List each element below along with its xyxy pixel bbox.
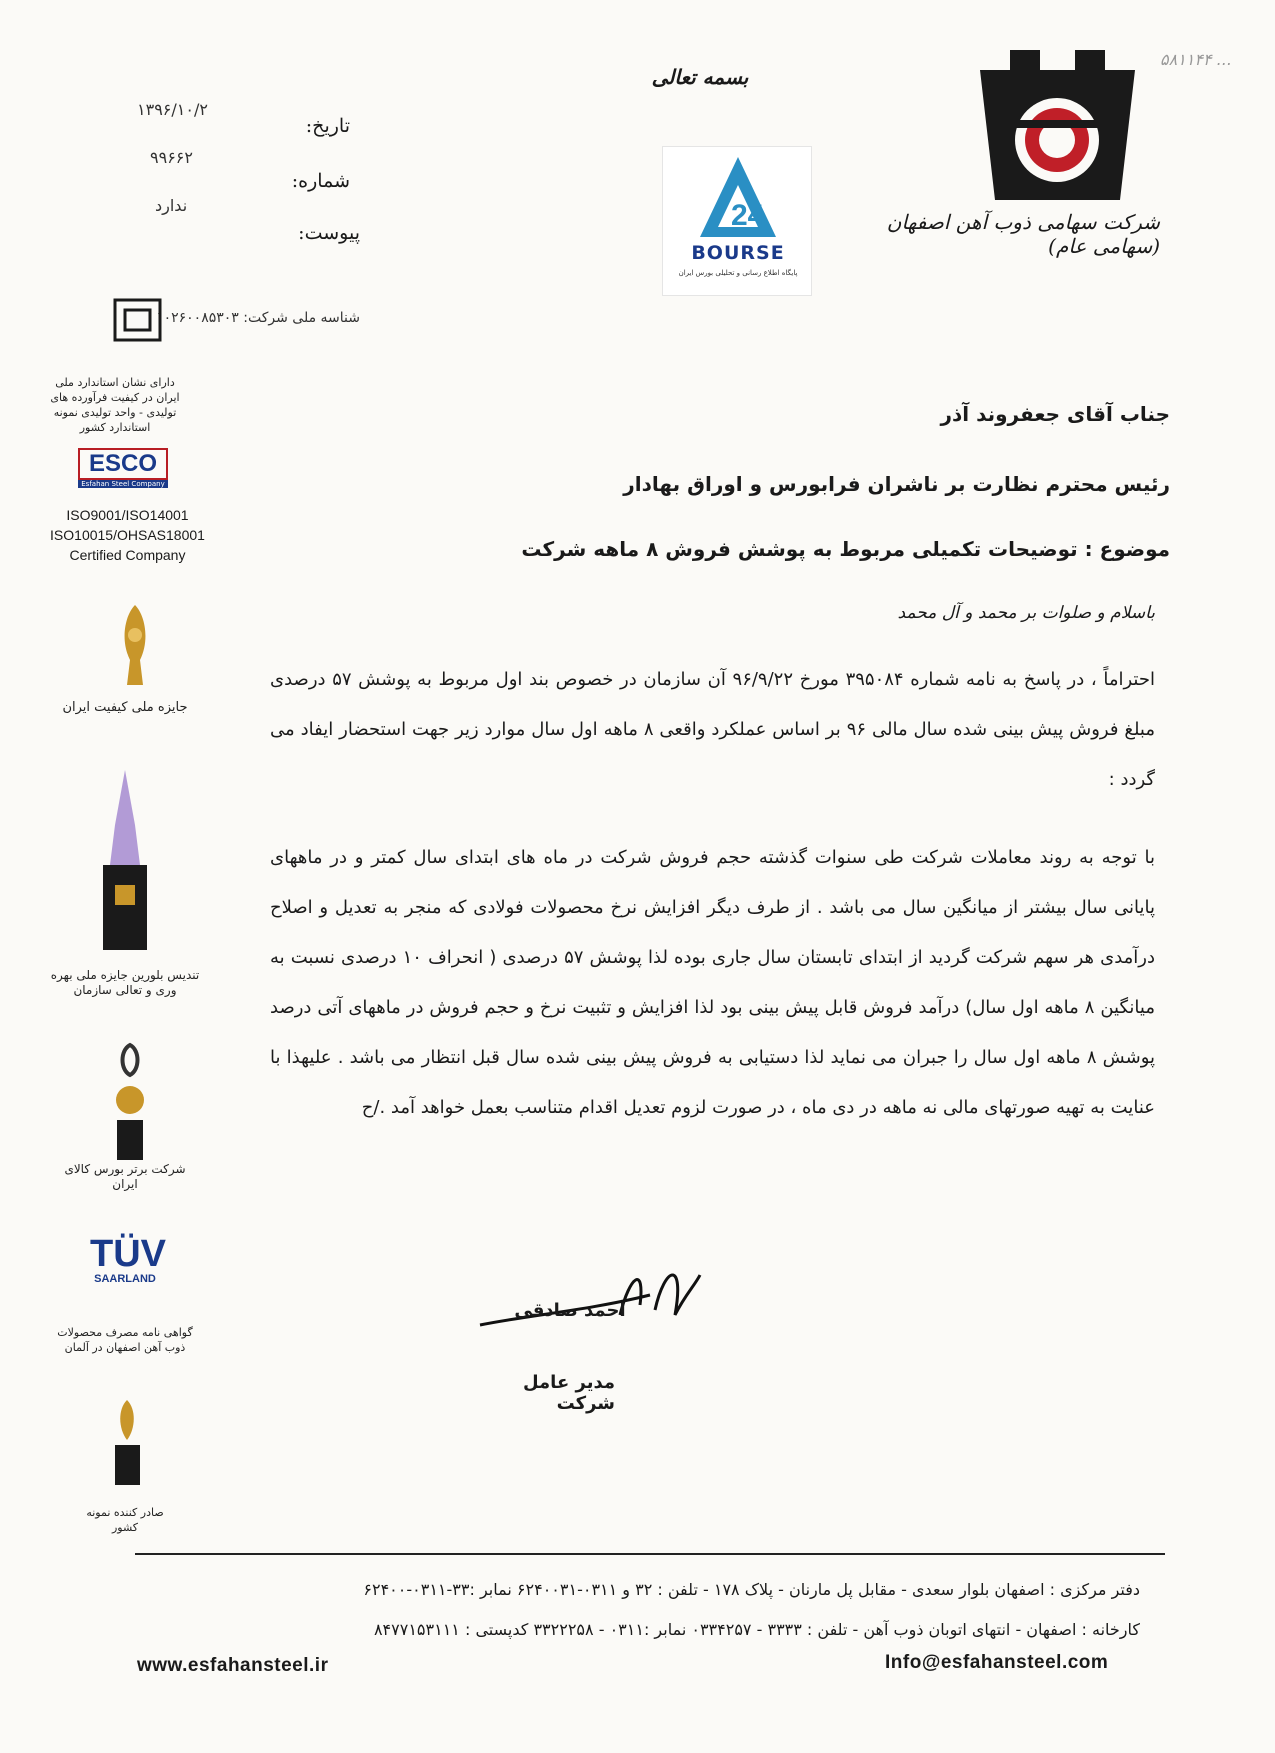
attachment-value: ندارد — [155, 196, 188, 215]
bourse-award-trophy-icon — [105, 1040, 155, 1165]
quality-award-trophy-icon — [115, 600, 155, 690]
national-id: شناسه ملی شرکت: ۱۰۲۶۰۰۸۵۳۰۳ — [156, 310, 360, 326]
crystal-statue-icon — [95, 765, 155, 955]
award-national-quality: جایزه ملی کیفیت ایران — [62, 700, 188, 715]
number-value: ۹۹۶۶۲ — [150, 148, 193, 167]
addressee-name: جناب آقای جعفروند آذر — [940, 402, 1170, 426]
bourse-triangle-icon — [698, 155, 778, 240]
iso-line: ISO10015/OHSAS18001 — [50, 527, 205, 543]
hand-note: ۵۸۱۱۴۴ ... — [1160, 50, 1232, 69]
svg-text:24: 24 — [731, 199, 765, 232]
award-crystal-statue: تندیس بلورین جایزه ملی بهره وری و تعالی سازمان — [50, 968, 200, 997]
bourse-subtitle: پایگاه اطلاع رسانی و تحلیلی بورس ایران — [678, 269, 798, 277]
iso-line: ISO9001/ISO14001 — [66, 507, 189, 523]
footer-head-office: دفتر مرکزی : اصفهان بلوار سعدی - مقابل پل مارنان - پلاک ۱۷۸ - تلفن : ۳۲ و ۰۳۱۱-۶۲۴۰۰۳۱ نمابر :۳۳-۰۳۱۱-۶۲۴۰۰ — [363, 1580, 1140, 1599]
letter-subject: موضوع : توضیحات تکمیلی مربوط به پوشش فروش ۸ ماهه شرکت — [521, 537, 1170, 561]
standard-mark-icon — [110, 295, 165, 345]
esfahan-steel-logo-icon — [970, 50, 1145, 205]
signer-title: مدیر عامل شرکت — [522, 1372, 615, 1414]
iso-line: Certified Company — [69, 547, 186, 563]
greeting: باسلام و صلوات بر محمد و آل محمد — [897, 603, 1155, 623]
footer-factory: کارخانه : اصفهان - انتهای اتوبان ذوب آهن - تلفن : ۳۳۳۳ - ۰۳۳۴۲۵۷ نمابر :۰۳۱۱ - ۳۳۲۲۲۵۸ کدپستی : ۸۴۷۷۱۵۳۱۱۱ — [373, 1620, 1140, 1639]
date-value: ۱۳۹۶/۱۰/۲ — [137, 100, 208, 119]
paragraph-2: با توجه به روند معاملات شرکت طی سنوات گذشته حجم فروش شرکت در ماه های ابتدای سال کمتر و در ماههای پایانی سال بیشتر از میانگین سال می باشد . از طرف دیگر افزایش نرخ محصولات فولادی که منجر به تعدیل و اصلاح درآمدی هر سهم شرکت گردید از ابتدای تابستان سال جاری بوده لذا پوشش ۵۷ درصدی ( انحراف ۱۰ درصدی نسبت به میانگین ۸ ماهه اول سال) درآمد فروش قابل پیش بینی بود لذا افزایش و تثبیت نرخ و حجم فروش در ماههای آتی درصد پوشش ۸ ماهه اول سال را جبران می نماید لذا دستیابی به فروش پیش بینی شده سال قبل انتظار می باشد . علیهذا با عنایت به تهیه صورتهای مالی نه ماهه در دی ماه ، در صورت لزوم تعدیل اقدام متناسب بعمل خواهد آمد ./ح — [270, 847, 1156, 1118]
number-label: شماره: — [291, 170, 350, 192]
iso-certifications — [35, 505, 220, 565]
esco-subtitle: Esfahan Steel Company — [78, 480, 168, 488]
attachment-label: پیوست: — [298, 222, 360, 244]
footer-divider — [135, 1553, 1165, 1555]
signer-name: احمد صادقی — [514, 1300, 626, 1321]
addressee-title: رئیس محترم نظارت بر ناشران فرابورس و اوراق بهادار — [623, 472, 1170, 496]
basmala: بسمه تعالی — [651, 65, 749, 89]
paragraph-1: احتراماً ، در پاسخ به نامه شماره ۳۹۵۰۸۴ مورخ ۹۶/۹/۲۲ آن سازمان در خصوص بند اول مربوط به پوشش ۵۷ درصدی مبلغ فروش پیش بینی شده سال مالی ۹۶ بر اساس عملکرد واقعی ۸ ماهه اول سال موارد زیر جهت استحضار ایفاد می گردد : — [270, 669, 1155, 790]
esco-logo: ESCO — [78, 448, 168, 480]
footer-website[interactable]: www.esfahansteel.ir — [137, 1655, 329, 1676]
exporter-award-trophy-icon — [105, 1395, 150, 1490]
award-sample-exporter: صادر کننده نمونه کشور — [86, 1506, 164, 1534]
tuv-certificate-text: گواهی نامه مصرف محصولات ذوب آهن اصفهان در آلمان — [57, 1326, 193, 1354]
award-top-bourse: شرکت برتر بورس کالای ایران — [64, 1162, 186, 1191]
date-label: تاریخ: — [305, 115, 350, 137]
standard-text: دارای نشان استاندارد ملی ایران در کیفیت فرآورده های تولیدی - واحد تولیدی نمونه استاندارد کشور — [50, 376, 180, 434]
tuv-subtitle: SAARLAND — [94, 1273, 156, 1285]
footer-email[interactable]: Info@esfahansteel.com — [885, 1652, 1109, 1673]
tuv-logo — [90, 1233, 166, 1285]
company-name: شرکت سهامی ذوب آهن اصفهان (سهامی عام) — [886, 210, 1160, 258]
bourse-logo — [662, 146, 812, 296]
bourse-word: BOURSE — [691, 242, 785, 264]
tuv-title: TÜV — [90, 1233, 166, 1275]
